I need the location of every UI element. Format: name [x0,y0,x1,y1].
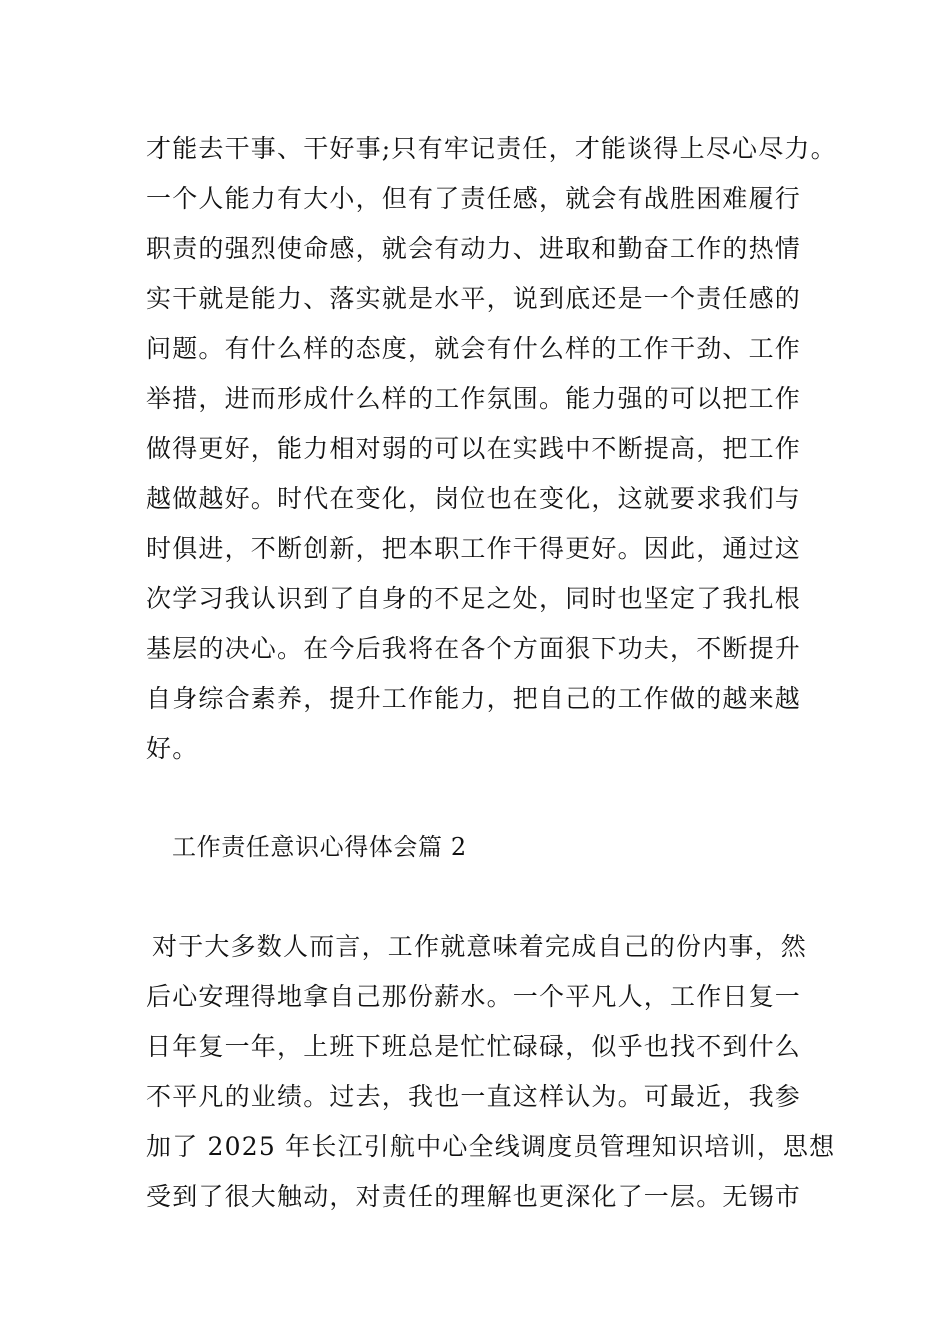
text-line: 不平凡的业绩。过去，我也一直这样认为。可最近，我参 [146,1082,802,1111]
text-line: 次学习我认识到了自身的不足之处，同时也坚定了我扎根 [146,584,802,613]
text-line: 自身综合素养，提升工作能力，把自己的工作做的越来越 [146,684,802,713]
text-line: 举措，进而形成什么样的工作氛围。能力强的可以把工作 [146,384,802,413]
text-line: 基层的决心。在今后我将在各个方面狠下功夫，不断提升 [146,634,802,663]
text-line: 才能去干事、干好事;只有牢记责任，才能谈得上尽心尽力。 [146,134,837,163]
section-heading: 工作责任意识心得体会篇 2 [172,833,467,861]
text-line: 时俱进，不断创新，把本职工作干得更好。因此，通过这 [146,534,802,563]
text-line: 好。 [146,734,199,763]
text-line: 对于大多数人而言，工作就意味着完成自己的份内事，然 [152,932,808,961]
text-line: 问题。有什么样的态度，就会有什么样的工作干劲、工作 [146,334,802,363]
text-line: 实干就是能力、落实就是水平，说到底还是一个责任感的 [146,284,802,313]
text-line: 日年复一年，上班下班总是忙忙碌碌，似乎也找不到什么 [146,1032,802,1061]
text-line: 职责的强烈使命感，就会有动力、进取和勤奋工作的热情 [146,234,802,263]
text-line: 受到了很大触动，对责任的理解也更深化了一层。无锡市 [146,1182,802,1211]
text-line: 越做越好。时代在变化，岗位也在变化，这就要求我们与 [146,484,802,513]
text-line: 后心安理得地拿自己那份薪水。一个平凡人，工作日复一 [146,982,802,1011]
text-line: 做得更好，能力相对弱的可以在实践中不断提高，把工作 [146,434,802,463]
text-line: 一个人能力有大小，但有了责任感，就会有战胜困难履行 [146,184,802,213]
text-line: 加了 2025 年长江引航中心全线调度员管理知识培训，思想 [146,1132,836,1161]
